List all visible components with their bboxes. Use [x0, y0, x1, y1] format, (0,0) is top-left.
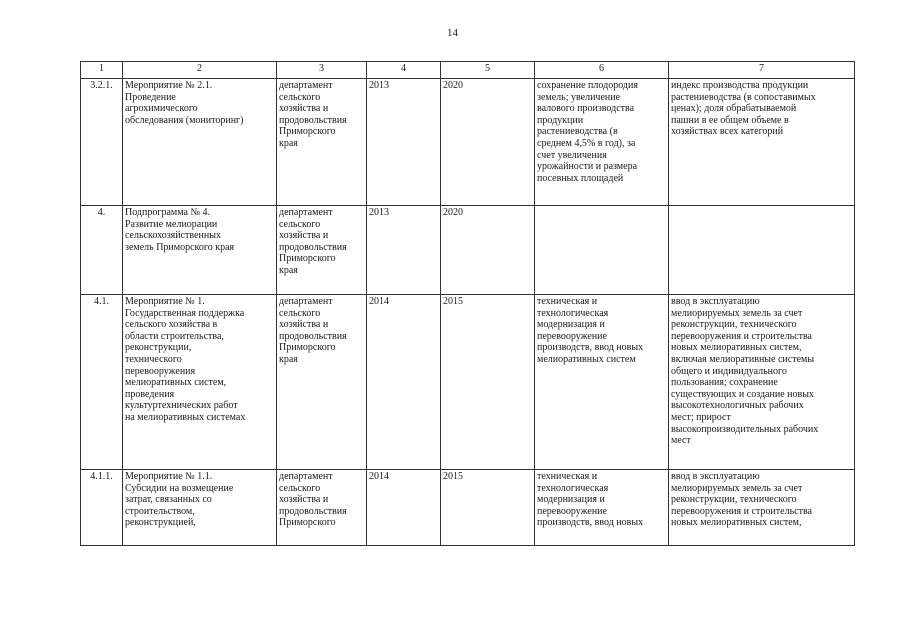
activity-name: Подпрограмма № 4. Развитие мелиорации сельскохозяйственных земель Приморского края — [123, 206, 277, 295]
activity-name: Мероприятие № 1. Государственная поддержка сельского хозяйства в области строительства, реконструкции, технического перевооружения мелиоративных систем, проведения культуртехнических работ на мелиоративных системах — [123, 295, 277, 470]
header-cell: 1 — [81, 62, 123, 79]
header-cell: 6 — [535, 62, 669, 79]
expected-result: сохранение плодородия земель; увеличение валового производства продукции растениеводства (в среднем 4,5% в год), за счет увеличения урожайности и размера посевных площадей — [535, 79, 669, 206]
end-year: 2015 — [441, 470, 535, 546]
activity-name: Мероприятие № 1.1. Субсидии на возмещение затрат, связанных со строительством, реконструкцией, — [123, 470, 277, 546]
indicator-link: ввод в эксплуатацию мелиорируемых земель за счет реконструкции, технического перевооружения и строительства новых мелиоративных систем, — [669, 470, 855, 546]
row-number: 4.1.1. — [81, 470, 123, 546]
responsible-executor: департамент сельского хозяйства и продовольствия Приморского края — [277, 206, 367, 295]
responsible-executor: департамент сельского хозяйства и продовольствия Приморского края — [277, 295, 367, 470]
row-number: 3.2.1. — [81, 79, 123, 206]
program-table — [80, 61, 855, 546]
end-year: 2020 — [441, 206, 535, 295]
activity-name: Мероприятие № 2.1. Проведение агрохимического обследования (мониторинг) — [123, 79, 277, 206]
start-year: 2013 — [367, 79, 441, 206]
row-number: 4. — [81, 206, 123, 295]
start-year: 2013 — [367, 206, 441, 295]
expected-result: техническая и технологическая модернизация и перевооружение производств, ввод новых — [535, 470, 669, 546]
end-year: 2020 — [441, 79, 535, 206]
indicator-link: индекс производства продукции растениеводства (в сопоставимых ценах); доля обрабатываемой пашни в ее общем объеме в хозяйствах всех категорий — [669, 79, 855, 206]
start-year: 2014 — [367, 295, 441, 470]
table-row — [81, 470, 855, 546]
header-cell: 7 — [669, 62, 855, 79]
table-row — [81, 295, 855, 470]
indicator-link — [669, 206, 855, 295]
table-row — [81, 79, 855, 206]
row-number: 4.1. — [81, 295, 123, 470]
header-cell: 5 — [441, 62, 535, 79]
responsible-executor: департамент сельского хозяйства и продовольствия Приморского — [277, 470, 367, 546]
header-cell: 2 — [123, 62, 277, 79]
page-number: 14 — [447, 27, 458, 39]
header-cell: 3 — [277, 62, 367, 79]
table-row — [81, 206, 855, 295]
table-header-row — [81, 62, 855, 79]
expected-result — [535, 206, 669, 295]
start-year: 2014 — [367, 470, 441, 546]
end-year: 2015 — [441, 295, 535, 470]
header-cell: 4 — [367, 62, 441, 79]
indicator-link: ввод в эксплуатацию мелиорируемых земель за счет реконструкции, технического перевооружения и строительства новых мелиоративных систем, включая мелиоративные системы общего и индивидуального пользования; сохранение существующих и создание новых высокотехнологичных рабочих мест; прирост высокопроизводительных рабочих мест — [669, 295, 855, 470]
expected-result: техническая и технологическая модернизация и перевооружение производств, ввод новых мелиоративных систем — [535, 295, 669, 470]
responsible-executor: департамент сельского хозяйства и продовольствия Приморского края — [277, 79, 367, 206]
